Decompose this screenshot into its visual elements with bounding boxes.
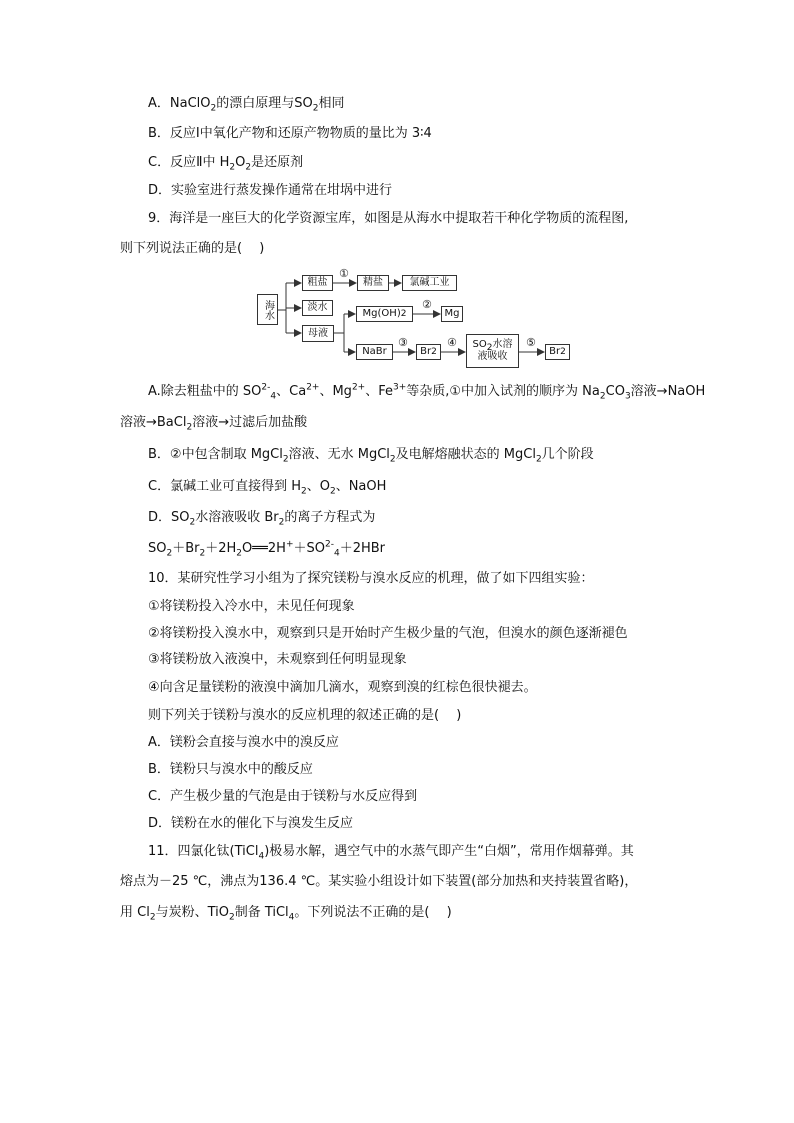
q8-option-a: A．NaClO$_2$的漂白原理与$SO_2$相同 (148, 96, 345, 114)
q10-experiment-4: ④向含足量镁粉的液溴中滴加几滴水，观察到溴的红棕色很快褪去。 (148, 680, 537, 695)
q8-option-d: D．实验室进行蒸发操作通常在坩埚中进行 (148, 183, 393, 198)
q11-stem-line1: 11．四氯化钛(TiCl$_4$)极易水解，遇空气中的水蒸气即产生“白烟”，常用作烟幕弹。其 (148, 844, 634, 862)
q9-option-a-line1: A.除去粗盐中的 $SO^{2-}_4$、$Ca^{2+}$、$Mg^{2+}$、$Fe^{3+}$等杂质,①中加入试剂的顺序为 $Na_2CO_3$溶液→NaOH (148, 382, 706, 402)
node-bromine-a: Br 2 (416, 344, 441, 360)
node-sodium-bromide: NaBr (356, 344, 393, 360)
q10-option-b: B．镁粉只与溴水中的酸反应 (148, 762, 313, 777)
q10-option-d: D．镁粉在水的催化下与溴发生反应 (148, 816, 354, 831)
step-label-4: ④ (447, 336, 457, 349)
q10-experiment-3: ③将镁粉放入液溴中，未观察到任何明显现象 (148, 652, 407, 667)
q9-stem-line1: 9．海洋是一座巨大的化学资源宝库，如图是从海水中提取若干种化学物质的流程图, (148, 211, 629, 226)
node-seawater: 海水 (257, 294, 278, 325)
node-chlor-alkali-industry: 氯碱工业 (402, 275, 457, 291)
node-magnesium: Mg (441, 306, 463, 322)
q8-option-c: C．反应Ⅱ中 $H_2O_2$是还原剂 (148, 155, 304, 173)
node-crude-salt: 粗盐 (302, 275, 333, 291)
step-label-5: ⑤ (526, 336, 536, 349)
q9-option-d-equation: $SO_2+Br_2+2H_2O══2H^++SO^{2-}_4+2HBr$ (148, 539, 386, 559)
q9-stem-line2: 则下列说法正确的是( ) (120, 241, 265, 256)
q10-option-c: C．产生极少量的气泡是由于镁粉与水反应得到 (148, 789, 418, 804)
q10-experiment-1: ①将镁粉投入冷水中，未见任何现象 (148, 599, 355, 614)
q10-stem: 10．某研究性学习小组为了探究镁粉与溴水反应的机理，做了如下四组实验： (148, 571, 594, 586)
q10-option-a: A．镁粉会直接与溴水中的溴反应 (148, 735, 339, 750)
q10-experiment-2: ②将镁粉投入溴水中，观察到只是开始时产生极少量的气泡，但溴水的颜色逐渐褪色 (148, 626, 628, 641)
step-label-2: ② (422, 298, 432, 311)
node-mother-liquor: 母液 (302, 325, 334, 342)
step-label-3: ③ (398, 336, 408, 349)
q11-stem-line3: 用 $Cl_2$与炭粉、TiO$_2$制备 TiCl$_4$。下列说法不正确的是( ) (120, 905, 452, 923)
node-fresh-water: 淡水 (302, 300, 333, 316)
q8-option-b: B．反应Ⅰ中氧化产物和还原产物物质的量比为 3∶4 (148, 126, 432, 141)
step-label-1: ① (339, 267, 349, 280)
q9-option-c: C．氯碱工业可直接得到 $H_2$、$O_2$、NaOH (148, 479, 387, 497)
q9-option-d: D．$SO_2$水溶液吸收 $Br_2$的离子方程式为 (148, 510, 376, 528)
q9-option-b: B．②中包含制取 MgCl$_2$溶液、无水 MgCl$_2$及电解熔融状态的 MgCl$_2$几个阶段 (148, 447, 594, 465)
q9-option-a-line2: 溶液→BaCl$_2$溶液→过滤后加盐酸 (120, 415, 308, 433)
q11-stem-line2: 熔点为－25 ℃，沸点为136.4 ℃。某实验小组设计如下装置(部分加热和夹持装置省略)， (120, 874, 638, 889)
node-so2-absorption: $SO_2$水溶 液吸收 (466, 334, 519, 368)
q10-question: 则下列关于镁粉与溴水的反应机理的叙述正确的是( ) (148, 708, 462, 723)
node-bromine-b: Br 2 (545, 344, 570, 360)
node-refined-salt: 精盐 (357, 275, 389, 291)
node-magnesium-hydroxide: Mg(OH) 2 (356, 306, 413, 322)
